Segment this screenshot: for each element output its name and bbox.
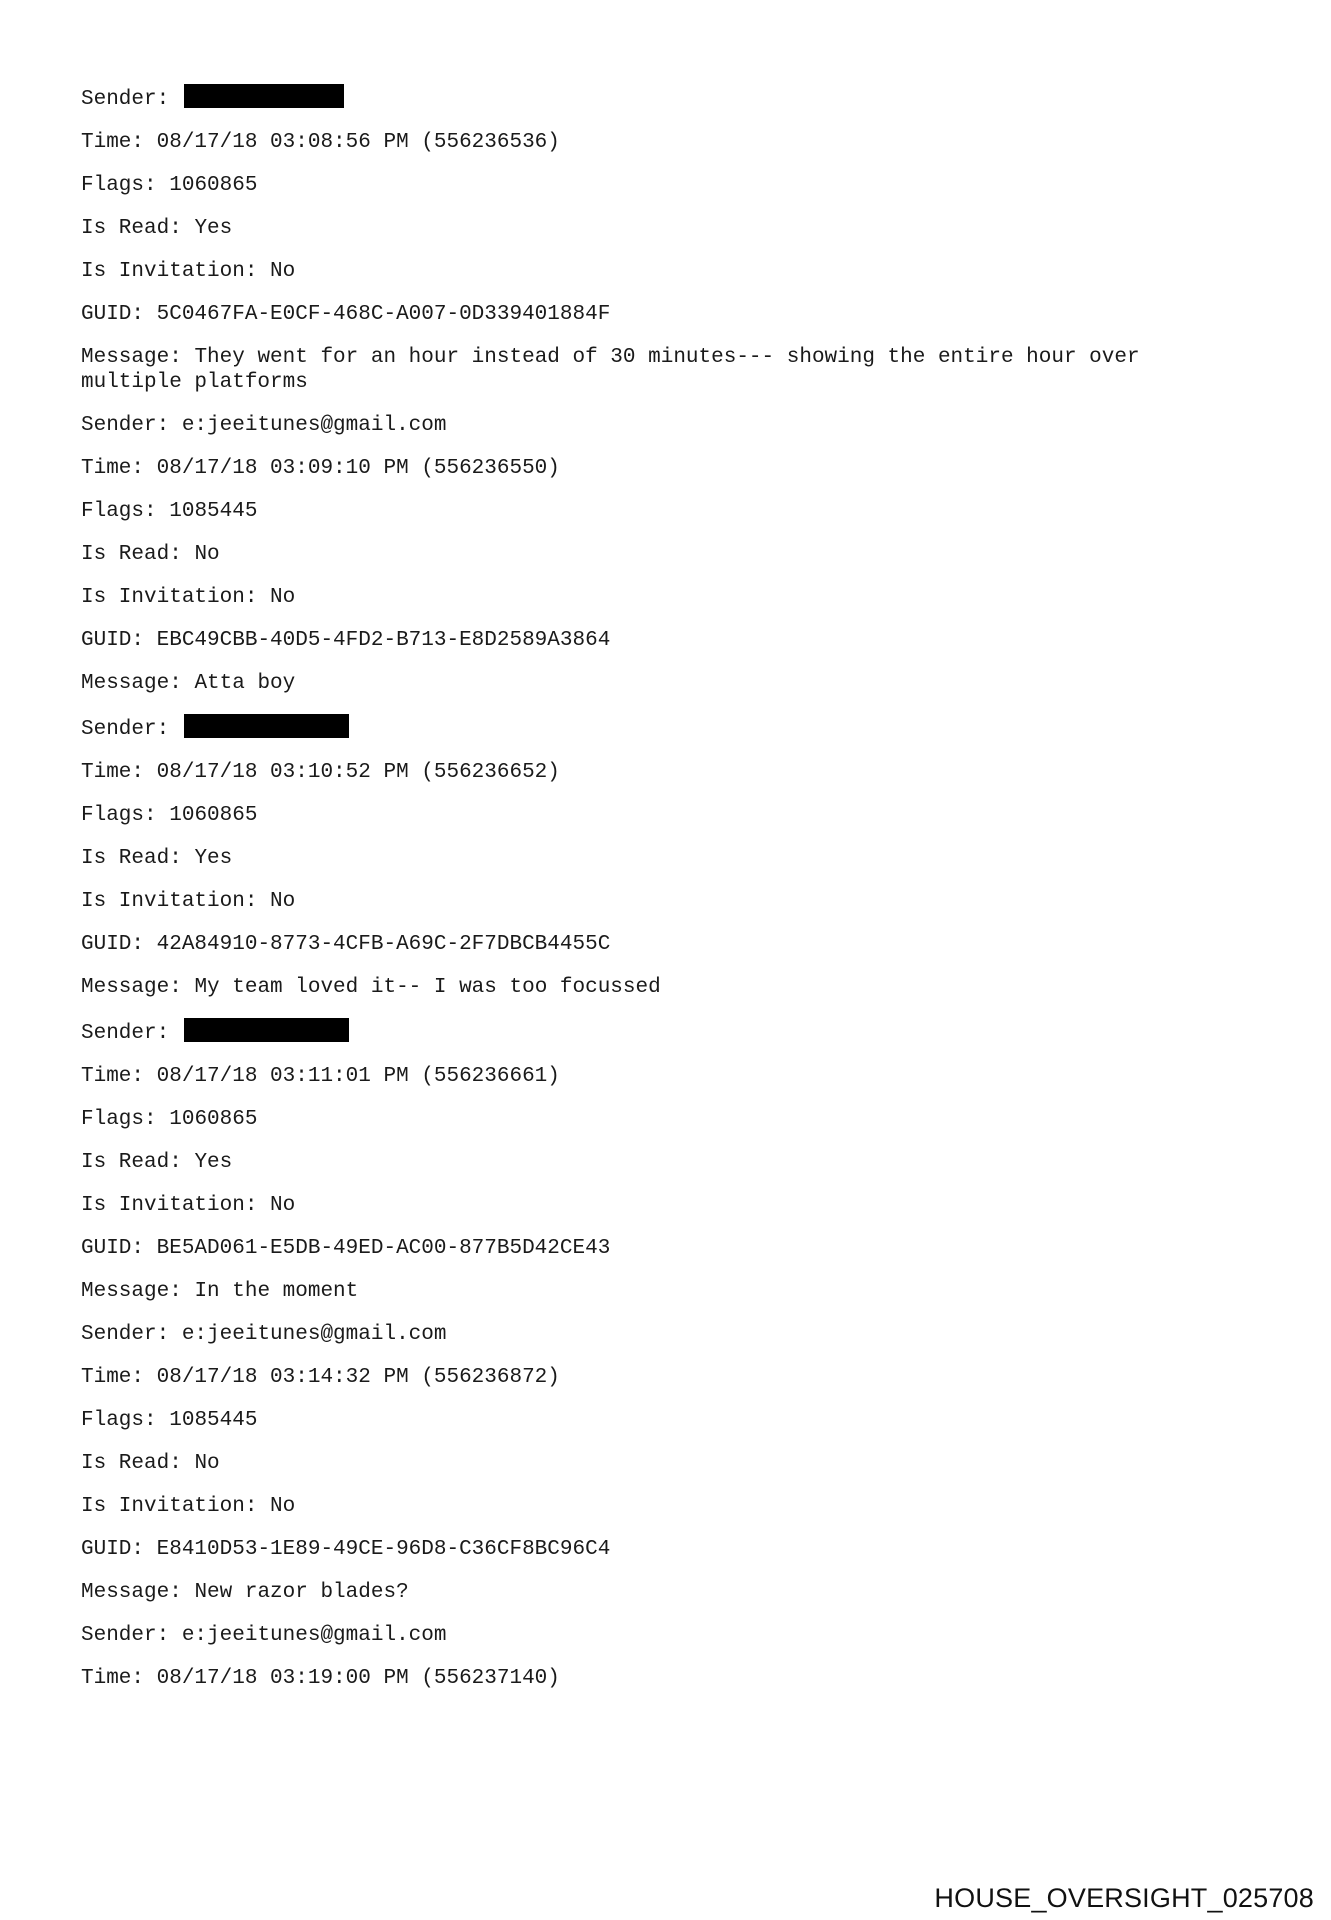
is-invitation-value: No bbox=[270, 1495, 296, 1518]
is-invitation-line bbox=[81, 889, 1261, 914]
flags-label: Flags: bbox=[81, 1108, 157, 1131]
is-read-label: Is Read: bbox=[81, 1452, 182, 1475]
guid-line bbox=[81, 1236, 1261, 1261]
is-invitation-label: Is Invitation: bbox=[81, 1495, 258, 1518]
flags-value: 1060865 bbox=[169, 174, 258, 197]
guid-label: GUID: bbox=[81, 1237, 145, 1260]
is-read-line bbox=[81, 542, 1261, 567]
message-label: Message: bbox=[81, 1280, 182, 1303]
flags-label: Flags: bbox=[81, 174, 157, 197]
is-invitation-label: Is Invitation: bbox=[81, 890, 258, 913]
is-read-line bbox=[81, 1150, 1261, 1175]
is-invitation-value: No bbox=[270, 1194, 296, 1217]
flags-value: 1060865 bbox=[169, 804, 258, 827]
is-invitation-label: Is Invitation: bbox=[81, 1194, 258, 1217]
sender-value: e:jeeitunes@gmail.com bbox=[181, 1323, 447, 1346]
time-label: Time: bbox=[81, 1366, 145, 1389]
flags-label: Flags: bbox=[81, 1409, 157, 1432]
guid-line bbox=[81, 932, 1261, 957]
is-read-line bbox=[81, 1451, 1261, 1476]
message-line bbox=[81, 671, 1261, 696]
is-read-line bbox=[81, 846, 1261, 871]
sender-label: Sender: bbox=[81, 414, 170, 437]
is-read-value: Yes bbox=[194, 217, 233, 240]
message-label: Message: bbox=[81, 976, 182, 999]
message-text: My team loved it-- I was too focussed bbox=[194, 976, 661, 999]
is-invitation-line bbox=[81, 585, 1261, 610]
is-invitation-line bbox=[81, 1193, 1261, 1218]
is-read-label: Is Read: bbox=[81, 1151, 182, 1174]
time-line bbox=[81, 760, 1261, 785]
guid-label: GUID: bbox=[81, 629, 145, 652]
is-read-label: Is Read: bbox=[81, 543, 182, 566]
guid-line bbox=[81, 628, 1261, 653]
message-label: Message: bbox=[81, 346, 182, 369]
sender-line bbox=[81, 1018, 1261, 1046]
is-read-value: No bbox=[194, 1452, 220, 1475]
time-line bbox=[81, 456, 1261, 481]
sender-label: Sender: bbox=[81, 88, 170, 111]
sender-line bbox=[81, 714, 1261, 742]
flags-line bbox=[81, 499, 1261, 524]
sender-line bbox=[81, 84, 1261, 112]
sender-label: Sender: bbox=[81, 1624, 170, 1647]
message-label: Message: bbox=[81, 672, 182, 695]
message-line bbox=[81, 345, 1261, 395]
guid-value: 42A84910-8773-4CFB-A69C-2F7DBCB4455C bbox=[156, 933, 611, 956]
guid-label: GUID: bbox=[81, 933, 145, 956]
time-label: Time: bbox=[81, 457, 145, 480]
sender-label: Sender: bbox=[81, 718, 170, 741]
is-read-line bbox=[81, 216, 1261, 241]
sender-line bbox=[81, 1322, 1261, 1347]
time-value: 08/17/18 03:08:56 PM (556236536) bbox=[156, 131, 560, 154]
guid-value: E8410D53-1E89-49CE-96D8-C36CF8BC96C4 bbox=[156, 1538, 611, 1561]
is-invitation-value: No bbox=[270, 586, 296, 609]
message-record bbox=[81, 413, 1261, 696]
time-label: Time: bbox=[81, 761, 145, 784]
guid-value: BE5AD061-E5DB-49ED-AC00-877B5D42CE43 bbox=[156, 1237, 611, 1260]
is-invitation-label: Is Invitation: bbox=[81, 586, 258, 609]
message-line bbox=[81, 975, 1261, 1000]
flags-line bbox=[81, 803, 1261, 828]
redaction-bar bbox=[184, 1018, 349, 1042]
guid-line bbox=[81, 1537, 1261, 1562]
message-line bbox=[81, 1279, 1261, 1304]
message-record bbox=[81, 714, 1261, 1000]
flags-line bbox=[81, 1107, 1261, 1132]
flags-label: Flags: bbox=[81, 804, 157, 827]
is-read-label: Is Read: bbox=[81, 217, 182, 240]
time-line bbox=[81, 1666, 1261, 1691]
message-label: Message: bbox=[81, 1581, 182, 1604]
time-label: Time: bbox=[81, 1065, 145, 1088]
time-line bbox=[81, 130, 1261, 155]
message-record bbox=[81, 1322, 1261, 1605]
is-invitation-value: No bbox=[270, 260, 296, 283]
sender-line bbox=[81, 413, 1261, 438]
flags-line bbox=[81, 173, 1261, 198]
guid-value: 5C0467FA-E0CF-468C-A007-0D339401884F bbox=[156, 303, 611, 326]
redaction-bar bbox=[184, 714, 349, 738]
time-label: Time: bbox=[81, 1667, 145, 1690]
guid-label: GUID: bbox=[81, 303, 145, 326]
sender-line bbox=[81, 1623, 1261, 1648]
redaction-bar bbox=[184, 84, 344, 108]
time-value: 08/17/18 03:11:01 PM (556236661) bbox=[156, 1065, 560, 1088]
flags-value: 1060865 bbox=[169, 1108, 258, 1131]
guid-line bbox=[81, 302, 1261, 327]
message-text: New razor blades? bbox=[194, 1581, 409, 1604]
message-text: They went for an hour instead of 30 minutes--- showing the entire hour over multiple platforms bbox=[81, 346, 1153, 394]
sender-value: e:jeeitunes@gmail.com bbox=[181, 1624, 447, 1647]
flags-label: Flags: bbox=[81, 500, 157, 523]
time-line bbox=[81, 1064, 1261, 1089]
message-record bbox=[81, 1623, 1261, 1691]
is-invitation-line bbox=[81, 259, 1261, 284]
is-read-value: Yes bbox=[194, 847, 233, 870]
time-value: 08/17/18 03:19:00 PM (556237140) bbox=[156, 1667, 560, 1690]
bates-number: HOUSE_OVERSIGHT_025708 bbox=[934, 1883, 1314, 1913]
is-read-label: Is Read: bbox=[81, 847, 182, 870]
guid-label: GUID: bbox=[81, 1538, 145, 1561]
is-invitation-value: No bbox=[270, 890, 296, 913]
sender-value: e:jeeitunes@gmail.com bbox=[181, 414, 447, 437]
message-text: Atta boy bbox=[194, 672, 296, 695]
sender-label: Sender: bbox=[81, 1022, 170, 1045]
guid-value: EBC49CBB-40D5-4FD2-B713-E8D2589A3864 bbox=[156, 629, 611, 652]
flags-value: 1085445 bbox=[169, 1409, 258, 1432]
message-text: In the moment bbox=[194, 1280, 359, 1303]
message-line bbox=[81, 1580, 1261, 1605]
time-value: 08/17/18 03:10:52 PM (556236652) bbox=[156, 761, 560, 784]
time-line bbox=[81, 1365, 1261, 1390]
is-invitation-label: Is Invitation: bbox=[81, 260, 258, 283]
message-record bbox=[81, 1018, 1261, 1304]
flags-value: 1085445 bbox=[169, 500, 258, 523]
sender-label: Sender: bbox=[81, 1323, 170, 1346]
is-invitation-line bbox=[81, 1494, 1261, 1519]
flags-line bbox=[81, 1408, 1261, 1433]
is-read-value: Yes bbox=[194, 1151, 233, 1174]
time-value: 08/17/18 03:14:32 PM (556236872) bbox=[156, 1366, 560, 1389]
message-record bbox=[81, 84, 1261, 395]
time-value: 08/17/18 03:09:10 PM (556236550) bbox=[156, 457, 560, 480]
is-read-value: No bbox=[194, 543, 220, 566]
message-log bbox=[81, 84, 1261, 1709]
time-label: Time: bbox=[81, 131, 145, 154]
